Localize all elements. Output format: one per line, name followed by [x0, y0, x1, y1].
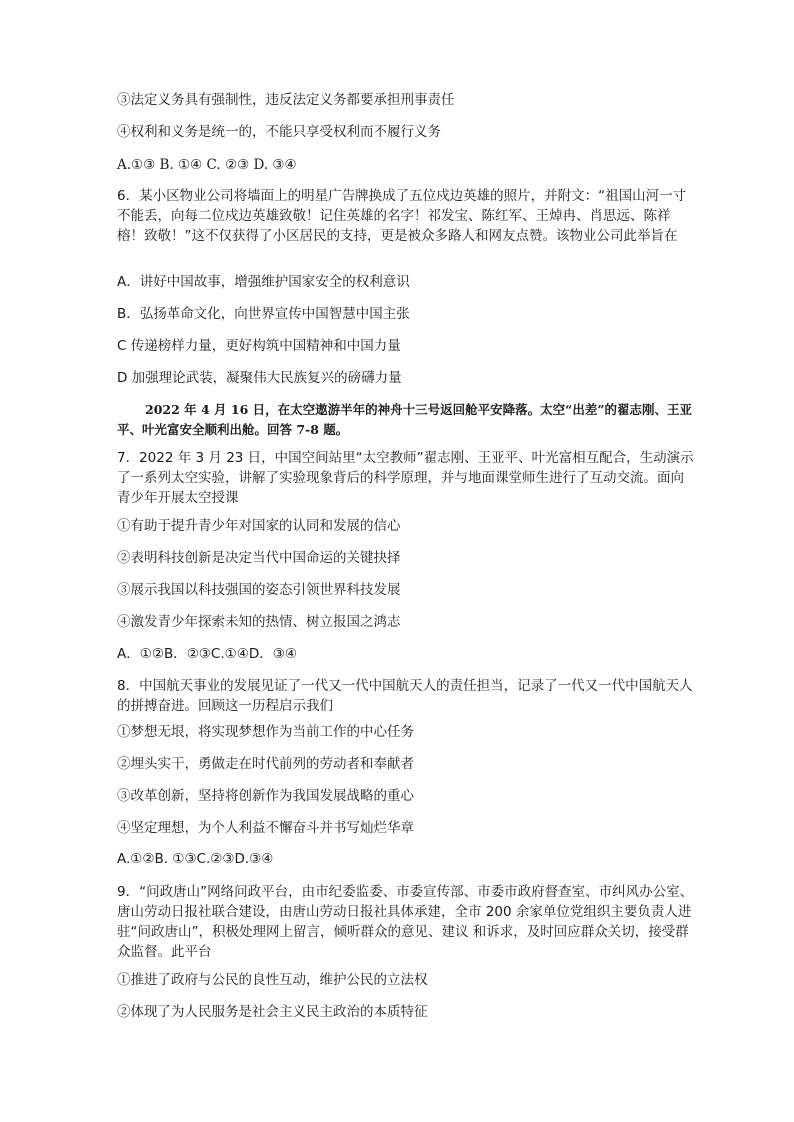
- q8-option-2: ②埋头实干，勇做走在时代前列的劳动者和奉献者: [117, 756, 414, 772]
- q6-option-c: C 传递榜样力量，更好构筑中国精神和中国力量: [117, 338, 401, 354]
- q7-option-4: ④激发青少年探索未知的热情、树立报国之鸿志: [117, 614, 401, 630]
- q8-option-3: ③改革创新，坚持将创新作为我国发展战略的重心: [117, 788, 414, 804]
- q7-answer-choices: A．①②B．②③C.①④D．③④: [117, 646, 297, 662]
- q5-answer-choices: A.①③ B. ①④ C. ②③ D. ③④: [117, 157, 297, 173]
- q7-option-1: ①有助于提升青少年对国家的认同和发展的信心: [117, 518, 401, 534]
- q5-option-3: ③法定义务具有强制性，违反法定义务都要承担刑事责任: [117, 92, 455, 108]
- q8-stem: 8．中国航天事业的发展见证了一代又一代中国航天人的责任担当，记录了一代又一代中国航天人的拼搏奋进。回顾这一历程启示我们: [117, 678, 693, 714]
- q8-option-4: ④坚定理想，为个人利益不懈奋斗并书写灿烂华章: [117, 820, 414, 836]
- q7-option-3: ③展示我国以科技强国的姿态引领世界科技发展: [117, 582, 401, 598]
- q6-option-a: A．讲好中国故事，增强维护国家安全的权利意识: [117, 274, 410, 290]
- q8-answer-choices: A.①②B. ①③C.②③D.③④: [117, 851, 274, 867]
- q9-option-2: ②体现了为人民服务是社会主义民主政治的本质特征: [117, 1004, 428, 1020]
- q5-option-4: ④权利和义务是统一的，不能只享受权利而不履行义务: [117, 124, 441, 140]
- q9-stem: 9．“问政唐山”网络问政平台，由市纪委监委、市委宣传部、市委市政府督查室、市纠风办公室、唐山劳动日报社联合建设，由唐山劳动日报社具体承建，全市 200 余家单位党组织主要负责人进驻“问政唐山”，积极处理网上留言，倾听群众的意见、建议 和诉求，及时回应群众关切，接受群众监督。此平台: [117, 884, 694, 960]
- q9-option-1: ①推进了政府与公民的良性互动，维护公民的立法权: [117, 972, 428, 988]
- q6-option-d: D 加强理论武装，凝聚伟大民族复兴的磅礴力量: [117, 370, 402, 386]
- q7-8-intro-passage: 2022 年 4 月 16 日，在太空遨游半年的神舟十三号返回舱平安降落。太空“出差”的翟志刚、王亚平、叶光富安全顺利出舱。回答 7-8 题。: [117, 402, 693, 437]
- q7-stem: 7．2022 年 3 月 23 日，中国空间站里“太空教师”翟志刚、王亚平、叶光富相互配合，生动演示了一系列太空实验，讲解了实验现象背后的科学原理，并与地面课堂师生进行了互动交流。面向青少年开展太空授课: [117, 450, 694, 506]
- q6-option-b: B．弘扬革命文化，向世界宣传中国智慧中国主张: [117, 306, 410, 322]
- q6-stem: 6．某小区物业公司将墙面上的明星广告牌换成了五位戍边英雄的照片，并附文：“祖国山河一寸不能丢，向每二位戍边英雄致敬！记住英雄的名字！祁发宝、陈红军、王焯冉、肖思远、陈祥榕！致敬！”这不仅获得了小区居民的支持，更是被众多路人和网友点赞。该物业公司此举旨在: [117, 188, 687, 244]
- q7-option-2: ②表明科技创新是决定当代中国命运的关键抉择: [117, 550, 401, 566]
- q8-option-1: ①梦想无垠，将实现梦想作为当前工作的中心任务: [117, 724, 414, 740]
